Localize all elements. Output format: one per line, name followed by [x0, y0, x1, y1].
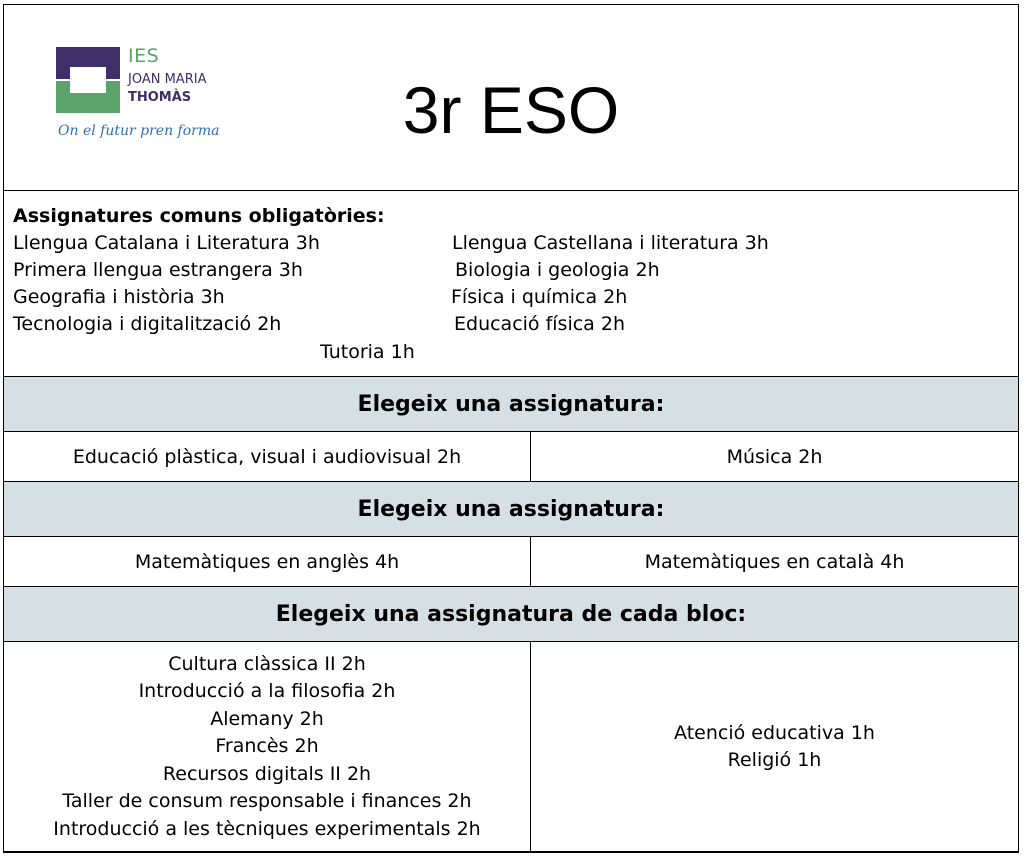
choice3-right-item: Religió 1h: [727, 749, 822, 771]
common-subjects-section: [3, 190, 1019, 376]
choice3-left-item: Taller de consum responsable i finances 2h: [62, 790, 472, 813]
choice3-left-item: Cultura clàssica II 2h: [168, 652, 366, 675]
common-subject-left-2: Primera llengua estrangera 3h: [13, 259, 303, 281]
choice3-heading-band: [3, 586, 1019, 641]
choice3-right-item: Atenció educativa 1h: [674, 721, 875, 744]
common-subject-left-3: Geografia i història 3h: [13, 286, 225, 308]
choice1-heading: Elegeix una assignatura:: [357, 391, 665, 417]
choice3-left-item: Introducció a les tècniques experimentals 2h: [53, 817, 481, 840]
common-subject-right-2: Biologia i geologia 2h: [455, 259, 660, 281]
choice3-left-item: Francès 2h: [215, 735, 319, 758]
choice3-block-right: [531, 642, 1018, 852]
logo-text-ies: IES: [128, 45, 160, 67]
choice3-left-item: Alemany 2h: [210, 707, 324, 730]
common-subject-right-4: Educació física 2h: [454, 313, 625, 335]
choice1-options-row: [3, 431, 1019, 481]
logo-tagline: On el futur pren forma: [58, 123, 220, 139]
page-title: 3r ESO: [402, 73, 620, 147]
common-subject-right-1: Llengua Castellana i literatura 3h: [452, 232, 769, 254]
common-subject-left-1: Llengua Catalana i Literatura 3h: [13, 232, 320, 254]
common-subject-tutoria: Tutoria 1h: [320, 341, 415, 363]
common-subject-right-3: Física i química 2h: [451, 286, 628, 308]
choice3-left-item: Recursos digitals II 2h: [162, 762, 372, 785]
choice3-block-left: [4, 642, 531, 852]
header-section: [3, 4, 1019, 190]
choice1-option-left: Educació plàstica, visual i audiovisual 2h: [4, 432, 531, 481]
choice3-left-item: Introducció a la filosofia 2h: [138, 680, 396, 703]
choice2-heading: Elegeix una assignatura:: [357, 496, 665, 522]
choice2-option-left: Matemàtiques en anglès 4h: [4, 537, 531, 586]
choice2-option-right: Matemàtiques en català 4h: [644, 550, 905, 573]
logo-text-joan-maria: JOAN MARIA: [128, 72, 207, 87]
logo-text-thomas: THOMÀS: [128, 90, 192, 105]
choice3-options-row: [3, 641, 1019, 852]
choice2-heading-band: [3, 481, 1019, 536]
table-bottom-border: [3, 851, 1019, 853]
choice2-options-row: [3, 536, 1019, 586]
choice1-heading-band: [3, 376, 1019, 431]
common-subject-left-4: Tecnologia i digitalització 2h: [13, 313, 282, 335]
choice1-option-right: Música 2h: [726, 445, 823, 468]
choice3-heading: Elegeix una assignatura de cada bloc:: [275, 601, 747, 627]
common-subjects-heading: Assignatures comuns obligatòries:: [13, 205, 385, 227]
